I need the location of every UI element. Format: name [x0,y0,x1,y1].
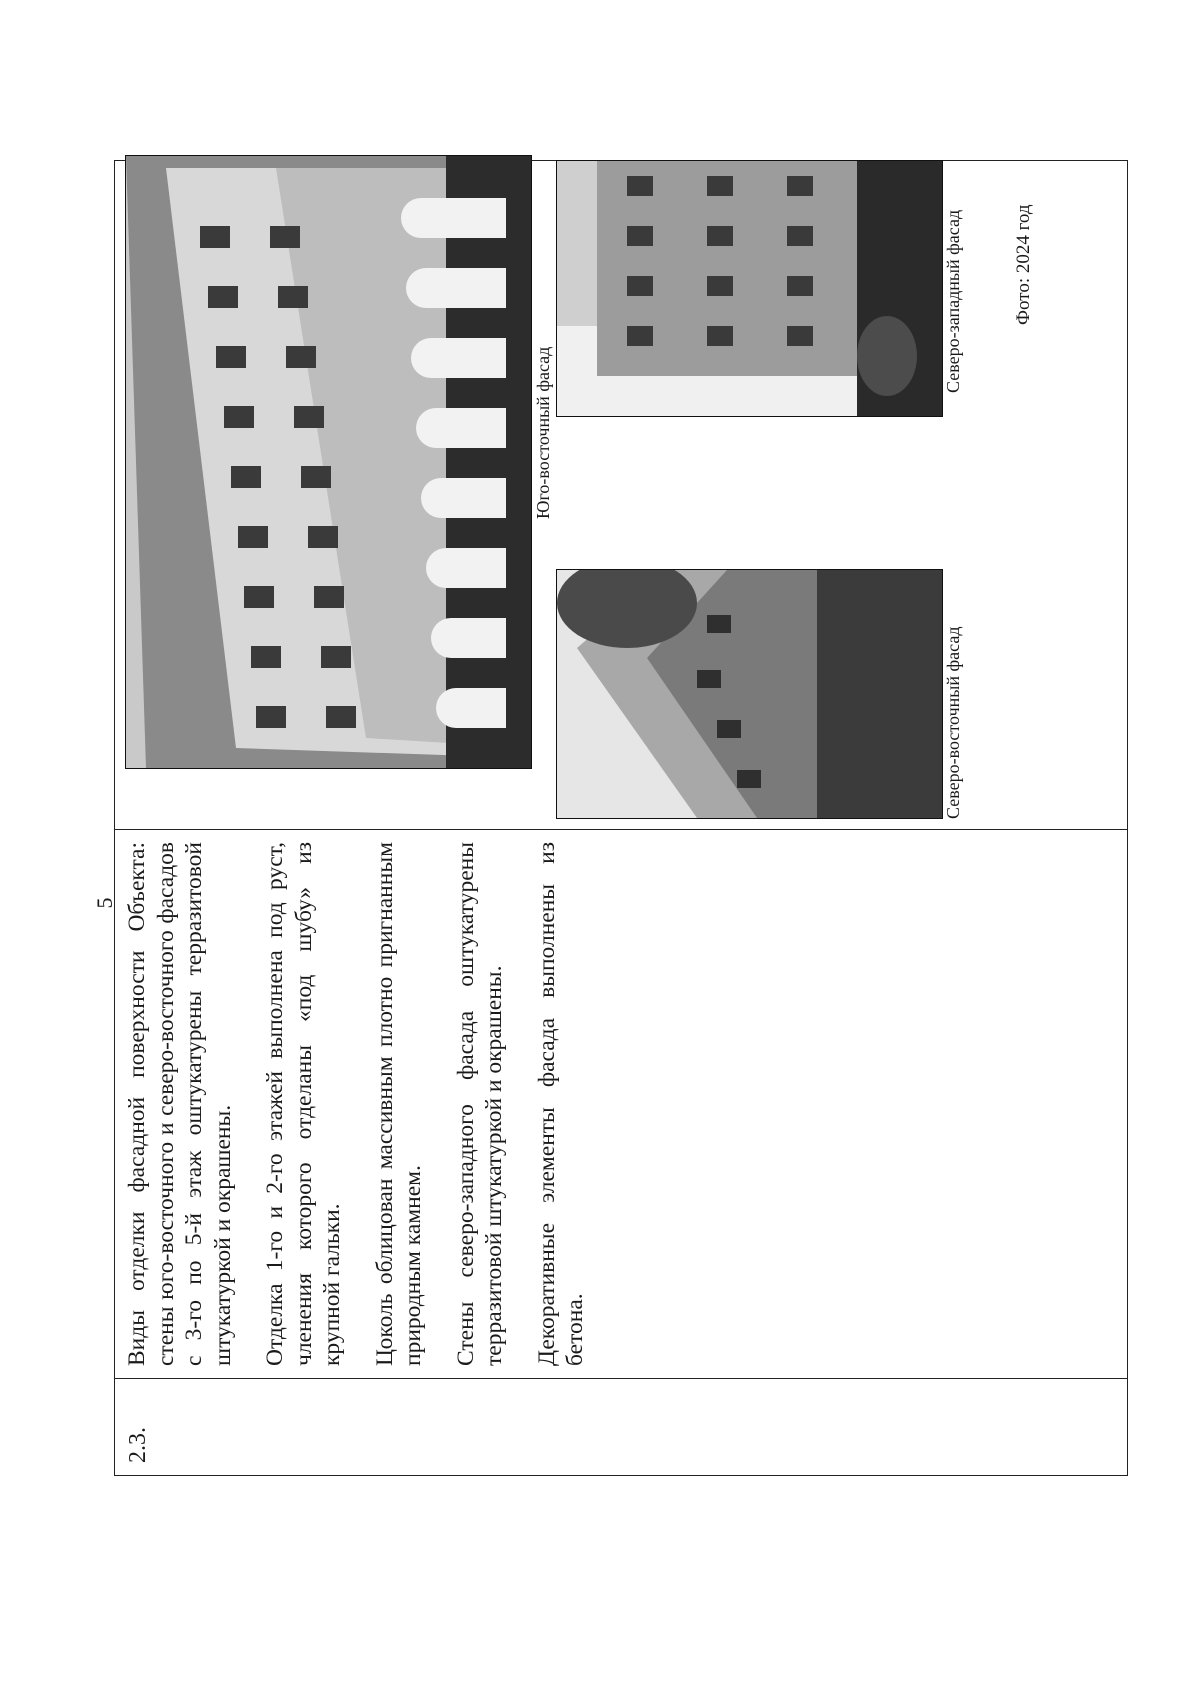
description-table [114,160,1128,1476]
table-row [115,161,1128,1476]
row-number-cell [115,1379,1128,1476]
southeast-facade-caption: Юго-восточный фасад [533,346,553,519]
paragraph-finish-types: Виды отделки фасадной поверхности Объекта: стены юго-восточного и северо-восточного фасадов с 3-го по 5-й этаж оштукатурены терразитовой штукатуркой и окрашены. [124,842,236,1366]
row-number: 2.3. [125,1427,151,1463]
page-number: 5 [92,897,117,909]
description-cell [115,830,1128,1379]
rotated-page [92,160,1128,1476]
photo-credit: Фото: 2024 год [1013,204,1034,325]
paragraph-floor-finish: Отделка 1-го и 2-го этажей выполнена под руст, членения которого отделаны «под шубу» из крупной гальки. [262,842,345,1366]
northeast-facade-photo [556,569,943,819]
southeast-facade-photo [125,155,532,769]
northwest-facade-photo [556,160,943,417]
paragraph-plinth: Цоколь облицован массивным плотно пригнанным природным камнем. [371,842,426,1366]
northwest-facade-caption: Северо-западный фасад [943,209,963,393]
paragraph-northwest-walls: Стены северо-западного фасада оштукатурены терразитовой штукатуркой и окрашены. [452,842,507,1366]
photos-cell [115,161,1128,830]
paragraph-decor: Декоративные элементы фасада выполнены из бетона. [533,842,588,1366]
northeast-facade-caption: Северо-восточный фасад [943,626,963,819]
